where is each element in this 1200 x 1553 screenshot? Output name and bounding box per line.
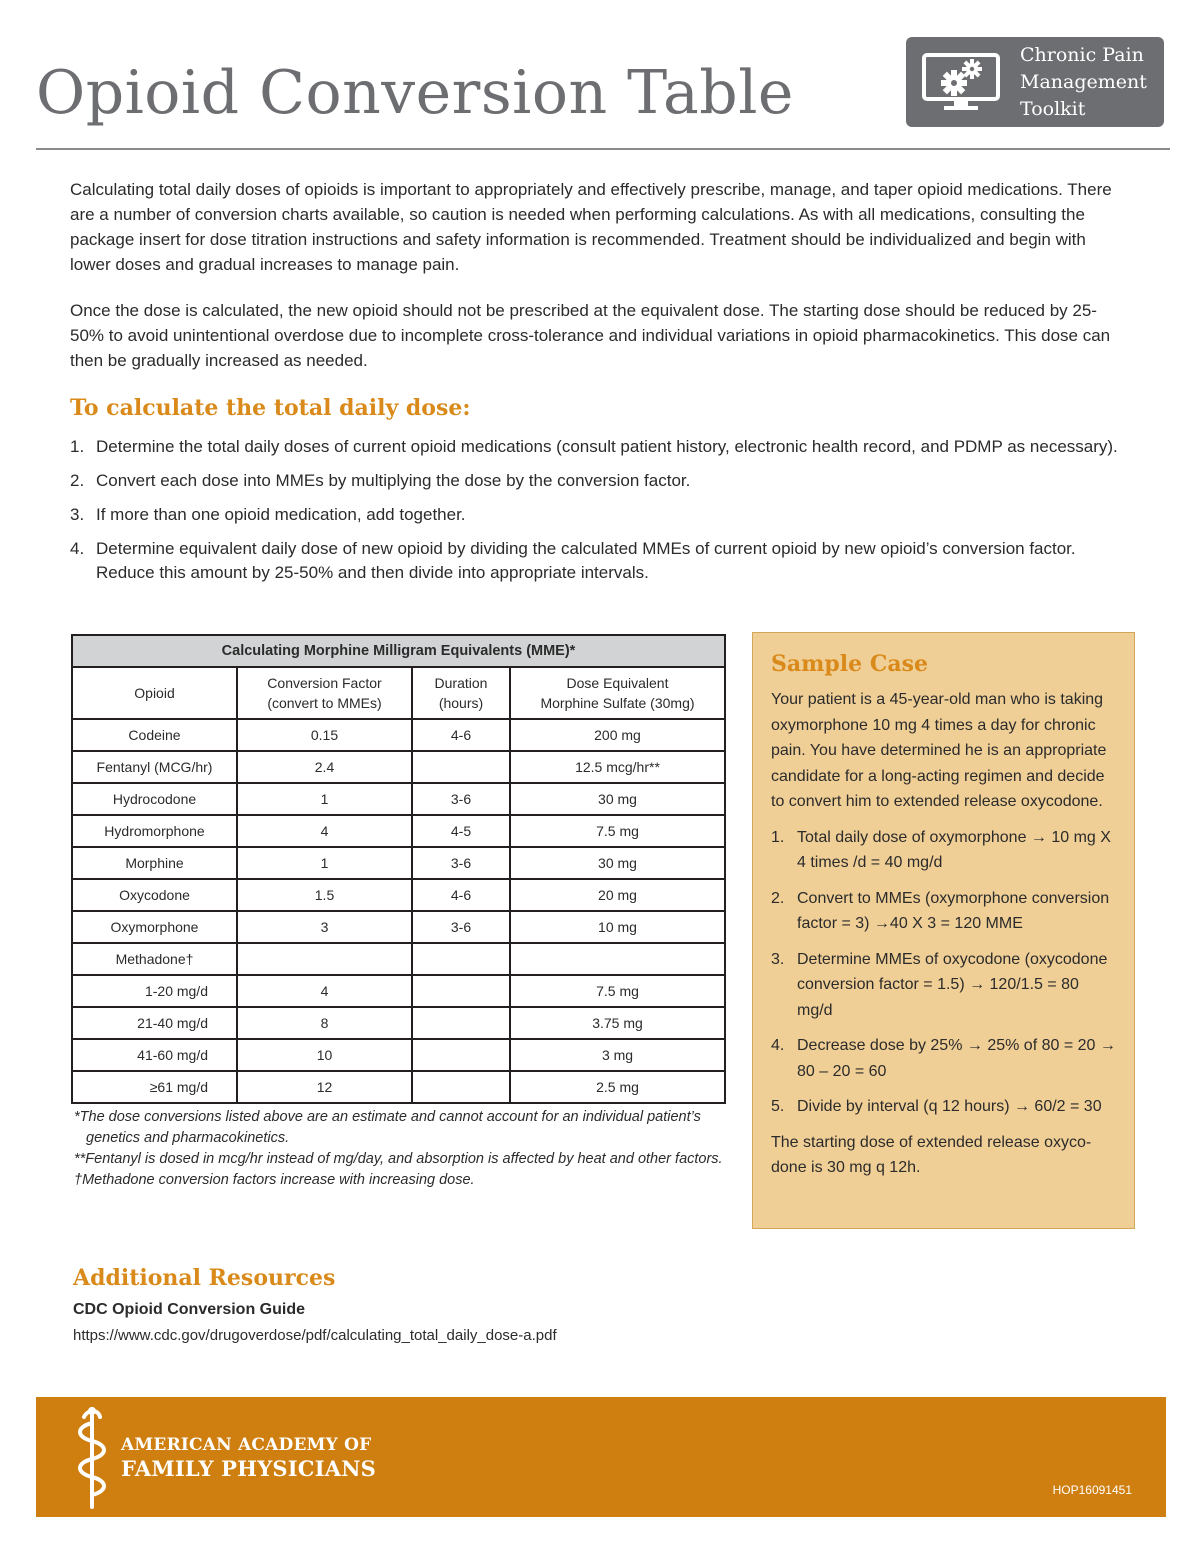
step-number: 4. xyxy=(70,539,85,558)
monitor-gears-icon xyxy=(906,37,1016,127)
cell-dose: 30 mg xyxy=(510,783,725,815)
cell-factor: 10 xyxy=(237,1039,412,1071)
table-row xyxy=(72,847,725,879)
cell-dose: 10 mg xyxy=(510,911,725,943)
table-row xyxy=(72,911,725,943)
step-number: 2. xyxy=(771,889,785,907)
page-title: Opioid Conversion Table xyxy=(36,58,794,128)
sample-case-conclusion: The starting dose of extended release oxyco-done is 30 mg q 12h. xyxy=(771,1133,1092,1176)
org-name-line: FAMILY PHYSICIANS xyxy=(121,1456,376,1481)
cell-dose: 30 mg xyxy=(510,847,725,879)
step-text: Total daily dose of oxymorphone → 10 mg X 4 times /d = 40 mg/d xyxy=(797,828,1111,871)
org-name xyxy=(121,1433,376,1481)
cell-factor: 1.5 xyxy=(237,879,412,911)
cell-dose: 20 mg xyxy=(510,879,725,911)
step-number: 5. xyxy=(771,1098,785,1115)
intro-paragraph-2: Once the dose is calculated, the new opioid should not be prescribed at the equivalent dose. The starting dose should be reduced by 25-50% to avoid unintentional overdose due to incomplete cross-tolerance and individual variations in opioid pharmacokinetics. This dose can then be gradually increased as needed. xyxy=(70,301,1111,370)
caduceus-logo-icon xyxy=(70,1403,114,1516)
list-item xyxy=(70,537,1130,585)
step-text: Determine MMEs of oxycodone (oxycodone conversion factor = 1.5) → 120/1.5 = 80 mg/d xyxy=(797,950,1108,1019)
table-row xyxy=(72,975,725,1007)
cell-dose: 2.5 mg xyxy=(510,1071,725,1103)
cell-factor xyxy=(237,943,412,975)
cell-opioid: Codeine xyxy=(72,719,237,751)
table-row xyxy=(72,815,725,847)
cell-opioid: 21-40 mg/d xyxy=(72,1007,237,1039)
step-number: 2. xyxy=(70,471,85,490)
footnote: **Fentanyl is dosed in mcg/hr instead of mg/day, and absorption is affected by heat and other factors. xyxy=(74,1151,723,1167)
cell-opioid: Hydromorphone xyxy=(72,815,237,847)
cell-factor: 8 xyxy=(237,1007,412,1039)
header-duration: Duration (hours) xyxy=(412,667,510,719)
table-row xyxy=(72,943,725,975)
cell-opioid: Methadone† xyxy=(72,943,237,975)
list-item xyxy=(70,435,1130,459)
list-item xyxy=(771,947,1116,1024)
step-text: Convert to MMEs (oxymorphone conversion factor = 3) →40 X 3 = 120 MME xyxy=(797,889,1110,932)
cell-opioid: Oxycodone xyxy=(72,879,237,911)
step-text: Divide by interval (q 12 hours) → 60/2 = 30 xyxy=(797,1098,1102,1115)
step-text: Determine the total daily doses of current opioid medications (consult patient history, electronic health record, and PDMP as necessary). xyxy=(96,437,1118,456)
step-number: 3. xyxy=(771,950,785,968)
footer-banner xyxy=(36,1397,1166,1517)
sample-case-box xyxy=(752,632,1135,1229)
badge-text xyxy=(1016,42,1147,123)
cell-dose: 12.5 mcg/hr** xyxy=(510,751,725,783)
table-row xyxy=(72,751,725,783)
cell-duration xyxy=(412,751,510,783)
cell-factor: 3 xyxy=(237,911,412,943)
cell-factor: 2.4 xyxy=(237,751,412,783)
resource-title: CDC Opioid Conversion Guide xyxy=(73,1301,306,1318)
badge-line: Toolkit xyxy=(1020,97,1086,120)
cell-duration xyxy=(412,943,510,975)
cell-duration: 3-6 xyxy=(412,847,510,879)
badge-line: Chronic Pain xyxy=(1020,43,1144,66)
cell-factor: 1 xyxy=(237,783,412,815)
sample-case-steps xyxy=(771,825,1116,1120)
table-caption: Calculating Morphine Milligram Equivalents (MME)* xyxy=(72,635,725,667)
table-row xyxy=(72,783,725,815)
sample-case-intro: Your patient is a 45-year-old man who is taking oxymorphone 10 mg 4 times a day for chronic pain. You have determined he is an appropriate candidate for a long-acting regimen and decide to convert him to extended release oxycodone. xyxy=(771,691,1107,810)
step-text: Determine equivalent daily dose of new opioid by dividing the calculated MMEs of current opioid by new opioid’s conversion factor. Reduce this amount by 25-50% and then divide into appropriate intervals. xyxy=(96,539,1076,582)
cell-duration: 3-6 xyxy=(412,911,510,943)
sample-case-heading: Sample Case xyxy=(771,651,928,677)
cell-factor: 4 xyxy=(237,975,412,1007)
cell-duration: 4-6 xyxy=(412,879,510,911)
cell-duration: 4-6 xyxy=(412,719,510,751)
cell-duration xyxy=(412,1039,510,1071)
cell-opioid: 41-60 mg/d xyxy=(72,1039,237,1071)
calc-heading: To calculate the total daily dose: xyxy=(70,395,471,421)
list-item xyxy=(771,886,1116,937)
cell-dose: 200 mg xyxy=(510,719,725,751)
step-number: 4. xyxy=(771,1037,785,1054)
step-number: 3. xyxy=(70,505,85,524)
step-number: 1. xyxy=(771,828,785,846)
cell-duration xyxy=(412,975,510,1007)
mme-table xyxy=(71,634,726,1104)
cell-opioid: ≥61 mg/d xyxy=(72,1071,237,1103)
cell-factor: 0.15 xyxy=(237,719,412,751)
step-text: If more than one opioid medication, add together. xyxy=(96,505,466,524)
cell-duration: 3-6 xyxy=(412,783,510,815)
step-text: Convert each dose into MMEs by multiplying the dose by the conversion factor. xyxy=(96,471,691,490)
list-item xyxy=(70,503,1130,527)
badge-line: Management xyxy=(1020,70,1147,93)
list-item xyxy=(771,1094,1116,1120)
resource-link[interactable]: https://www.cdc.gov/drugoverdose/pdf/calculating_total_daily_dose-a.pdf xyxy=(73,1327,557,1344)
step-number: 1. xyxy=(70,437,85,456)
cell-dose: 3.75 mg xyxy=(510,1007,725,1039)
table-footnotes xyxy=(70,1107,730,1191)
cell-dose: 7.5 mg xyxy=(510,975,725,1007)
toolkit-badge xyxy=(906,37,1164,127)
intro-paragraph-1: Calculating total daily doses of opioids is important to appropriately and effectively prescribe, manage, and taper opioid medications. There are a number of conversion charts available, so caution is needed when performing calculations. As with all medications, consulting the package insert for dose titration instructions and safety information is recommended. Treatment should be individualized and begin with lower doses and gradual increases to manage pain. xyxy=(70,180,1112,274)
cell-duration xyxy=(412,1071,510,1103)
cell-opioid: 1-20 mg/d xyxy=(72,975,237,1007)
cell-duration xyxy=(412,1007,510,1039)
table-row xyxy=(72,719,725,751)
cell-opioid: Morphine xyxy=(72,847,237,879)
cell-dose: 3 mg xyxy=(510,1039,725,1071)
cell-duration: 4-5 xyxy=(412,815,510,847)
footnote: †Methadone conversion factors increase with increasing dose. xyxy=(74,1172,475,1188)
cell-factor: 12 xyxy=(237,1071,412,1103)
cell-opioid: Hydrocodone xyxy=(72,783,237,815)
document-code: HOP16091451 xyxy=(1052,1483,1132,1497)
calc-steps xyxy=(70,435,1130,595)
table-row xyxy=(72,1039,725,1071)
step-text: Decrease dose by 25% → 25% of 80 = 20 → 80 – 20 = 60 xyxy=(797,1037,1116,1080)
table-row xyxy=(72,879,725,911)
list-item xyxy=(771,825,1116,876)
header-opioid: Opioid xyxy=(72,667,237,719)
cell-opioid: Oxymorphone xyxy=(72,911,237,943)
header-conversion-factor: Conversion Factor (convert to MMEs) xyxy=(237,667,412,719)
table-row xyxy=(72,1007,725,1039)
resources-heading: Additional Resources xyxy=(73,1265,336,1291)
header-dose-equivalent: Dose Equivalent Morphine Sulfate (30mg) xyxy=(510,667,725,719)
org-name-line: AMERICAN ACADEMY OF xyxy=(121,1435,372,1455)
cell-opioid: Fentanyl (MCG/hr) xyxy=(72,751,237,783)
cell-dose: 7.5 mg xyxy=(510,815,725,847)
title-divider xyxy=(36,148,1170,150)
cell-dose xyxy=(510,943,725,975)
list-item xyxy=(70,469,1130,493)
table-row xyxy=(72,1071,725,1103)
list-item xyxy=(771,1033,1116,1084)
cell-factor: 4 xyxy=(237,815,412,847)
cell-factor: 1 xyxy=(237,847,412,879)
footnote: *The dose conversions listed above are an estimate and cannot account for an individual patient’s genetics and pharmacokinetics. xyxy=(74,1109,701,1146)
